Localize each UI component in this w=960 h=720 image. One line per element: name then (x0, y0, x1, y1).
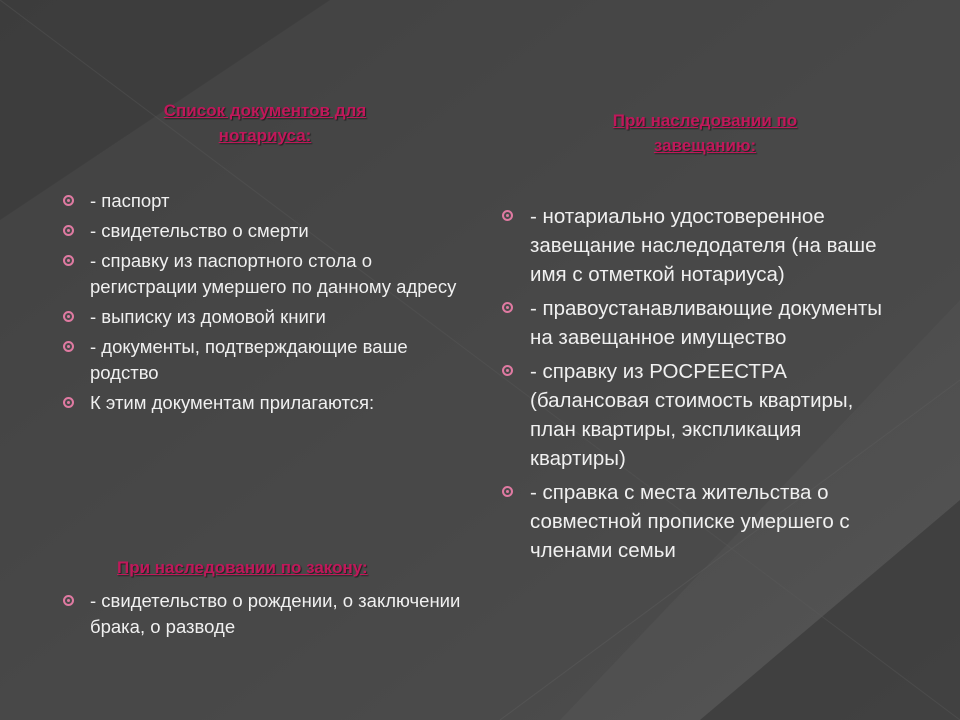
list-item: - справку из РОСРЕЕСТРА (балансовая стоимость квартиры, план квартиры, экспликация квартиры) (502, 357, 902, 473)
list-item: - документы, подтверждающие ваше родство (63, 334, 463, 386)
bullet-icon (63, 595, 74, 606)
right-heading (520, 108, 890, 158)
law-document-list (63, 588, 463, 644)
left-document-list (63, 188, 463, 420)
will-document-list (502, 202, 902, 570)
list-item: - выписку из домовой книги (63, 304, 463, 330)
bullet-icon (502, 365, 513, 376)
left-heading-line1: Список документов для (163, 101, 367, 120)
bullet-icon (502, 302, 513, 313)
list-item: - свидетельство о рождении, о заключении брака, о разводе (63, 588, 463, 640)
bullet-icon (63, 311, 74, 322)
bullet-icon (63, 341, 74, 352)
bullet-icon (63, 255, 74, 266)
list-item: - справка с места жительства о совместной прописке умершего с членами семьи (502, 478, 902, 565)
list-item: - свидетельство о смерти (63, 218, 463, 244)
list-item: - справку из паспортного стола о регистрации умершего по данному адресу (63, 248, 463, 300)
list-item: К этим документам прилагаются: (63, 390, 463, 416)
list-item: - паспорт (63, 188, 463, 214)
bullet-icon (63, 397, 74, 408)
right-heading-line2: завещанию: (653, 136, 757, 155)
bullet-icon (63, 195, 74, 206)
right-heading-line1: При наследовании по (612, 111, 798, 130)
bullet-icon (502, 210, 513, 221)
bullet-icon (502, 486, 513, 497)
bullet-icon (63, 225, 74, 236)
left-heading-line2: нотариуса: (218, 126, 312, 145)
left-heading (100, 98, 430, 148)
law-heading: При наследовании по закону: (117, 558, 368, 577)
list-item: - нотариально удостоверенное завещание наследодателя (на ваше имя с отметкой нотариуса) (502, 202, 902, 289)
list-item: - правоустанавливающие документы на завещанное имущество (502, 294, 902, 352)
